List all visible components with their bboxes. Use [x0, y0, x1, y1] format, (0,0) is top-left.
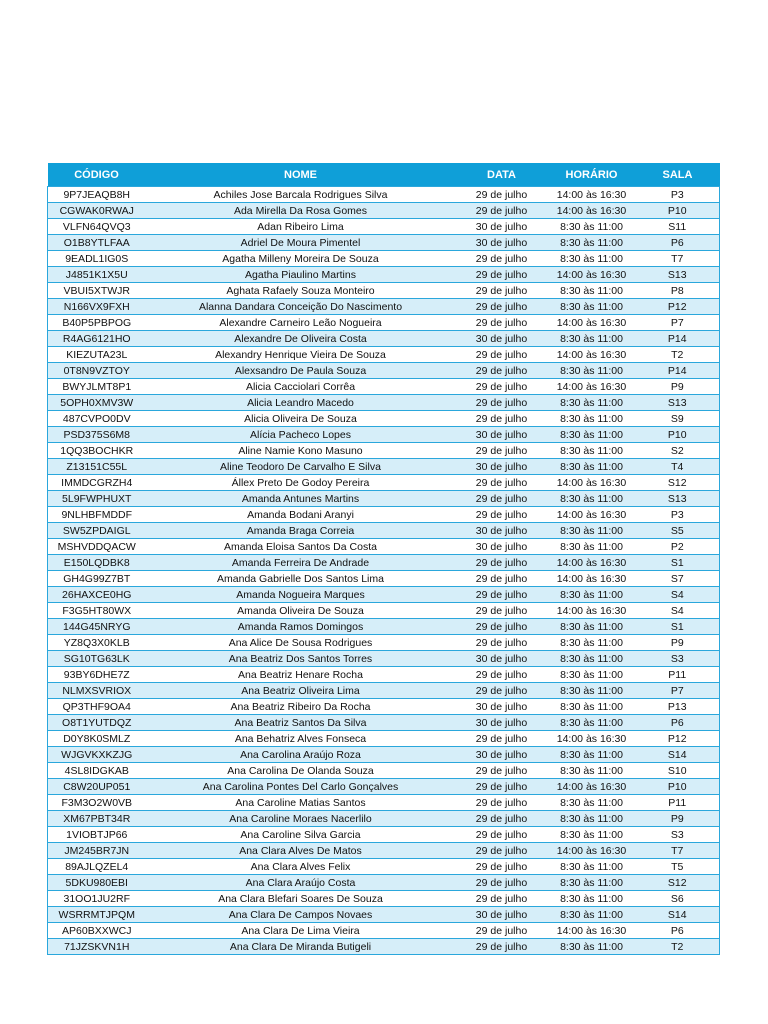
cell-sala: S3 [636, 651, 720, 667]
cell-codigo: VLFN64QVQ3 [48, 219, 146, 235]
cell-data: 29 de julho [456, 827, 548, 843]
cell-nome: Állex Preto De Godoy Pereira [146, 475, 456, 491]
cell-codigo: C8W20UP051 [48, 779, 146, 795]
table-header [48, 163, 720, 187]
table-row [48, 491, 720, 507]
cell-nome: Alexandre Carneiro Leão Nogueira [146, 315, 456, 331]
cell-data: 30 de julho [456, 219, 548, 235]
cell-data: 30 de julho [456, 427, 548, 443]
cell-codigo: JM245BR7JN [48, 843, 146, 859]
column-header-codigo: CÓDIGO [48, 163, 146, 187]
cell-sala: S1 [636, 619, 720, 635]
cell-codigo: 9P7JEAQB8H [48, 187, 146, 203]
cell-codigo: 4SL8IDGKAB [48, 763, 146, 779]
cell-data: 30 de julho [456, 699, 548, 715]
cell-nome: Amanda Ramos Domingos [146, 619, 456, 635]
cell-sala: S14 [636, 907, 720, 923]
cell-data: 30 de julho [456, 235, 548, 251]
table-row [48, 475, 720, 491]
cell-data: 29 de julho [456, 347, 548, 363]
cell-codigo: D0Y8K0SMLZ [48, 731, 146, 747]
cell-sala: P13 [636, 699, 720, 715]
cell-horario: 8:30 às 11:00 [548, 411, 636, 427]
table-row [48, 747, 720, 763]
cell-horario: 8:30 às 11:00 [548, 907, 636, 923]
cell-data: 29 de julho [456, 891, 548, 907]
table-row [48, 539, 720, 555]
table-row [48, 619, 720, 635]
cell-sala: P12 [636, 731, 720, 747]
table-row [48, 459, 720, 475]
cell-horario: 14:00 às 16:30 [548, 843, 636, 859]
cell-nome: Ana Caroline Silva Garcia [146, 827, 456, 843]
cell-data: 29 de julho [456, 571, 548, 587]
cell-codigo: WJGVKXKZJG [48, 747, 146, 763]
cell-data: 29 de julho [456, 587, 548, 603]
cell-sala: P6 [636, 235, 720, 251]
table-row [48, 907, 720, 923]
cell-nome: Ana Alice De Sousa Rodrigues [146, 635, 456, 651]
table-row [48, 187, 720, 203]
cell-horario: 8:30 às 11:00 [548, 619, 636, 635]
cell-sala: S4 [636, 603, 720, 619]
cell-nome: Ana Beatriz Oliveira Lima [146, 683, 456, 699]
column-header-data: DATA [456, 163, 548, 187]
column-header-nome: NOME [146, 163, 456, 187]
cell-horario: 8:30 às 11:00 [548, 459, 636, 475]
table-row [48, 555, 720, 571]
cell-horario: 14:00 às 16:30 [548, 555, 636, 571]
table-row [48, 363, 720, 379]
cell-codigo: J4851K1X5U [48, 267, 146, 283]
table-row [48, 603, 720, 619]
cell-data: 30 de julho [456, 523, 548, 539]
cell-horario: 14:00 às 16:30 [548, 923, 636, 939]
cell-codigo: 5L9FWPHUXT [48, 491, 146, 507]
cell-horario: 8:30 às 11:00 [548, 859, 636, 875]
cell-nome: Ana Caroline Moraes Nacerlilo [146, 811, 456, 827]
cell-horario: 8:30 às 11:00 [548, 667, 636, 683]
cell-data: 29 de julho [456, 923, 548, 939]
cell-codigo: CGWAK0RWAJ [48, 203, 146, 219]
table-row [48, 251, 720, 267]
cell-data: 29 de julho [456, 603, 548, 619]
cell-nome: Amanda Gabrielle Dos Santos Lima [146, 571, 456, 587]
table-row [48, 635, 720, 651]
cell-horario: 8:30 às 11:00 [548, 795, 636, 811]
cell-codigo: 5DKU980EBI [48, 875, 146, 891]
cell-codigo: 93BY6DHE7Z [48, 667, 146, 683]
table-row [48, 875, 720, 891]
cell-sala: S11 [636, 219, 720, 235]
cell-horario: 14:00 às 16:30 [548, 187, 636, 203]
cell-horario: 8:30 às 11:00 [548, 891, 636, 907]
cell-codigo: AP60BXXWCJ [48, 923, 146, 939]
cell-nome: Adriel De Moura Pimentel [146, 235, 456, 251]
cell-horario: 8:30 às 11:00 [548, 443, 636, 459]
table-row [48, 315, 720, 331]
cell-horario: 14:00 às 16:30 [548, 571, 636, 587]
table-row [48, 203, 720, 219]
cell-nome: Ana Beatriz Dos Santos Torres [146, 651, 456, 667]
cell-nome: Amanda Eloisa Santos Da Costa [146, 539, 456, 555]
cell-nome: Amanda Bodani Aranyi [146, 507, 456, 523]
cell-sala: T7 [636, 251, 720, 267]
cell-nome: Ana Clara De Campos Novaes [146, 907, 456, 923]
cell-codigo: NLMXSVRIOX [48, 683, 146, 699]
cell-sala: T2 [636, 347, 720, 363]
cell-nome: Ada Mirella Da Rosa Gomes [146, 203, 456, 219]
cell-codigo: 1VIOBTJP66 [48, 827, 146, 843]
table-row [48, 347, 720, 363]
cell-nome: Ana Caroline Matias Santos [146, 795, 456, 811]
cell-horario: 8:30 às 11:00 [548, 283, 636, 299]
cell-nome: Alícia Pacheco Lopes [146, 427, 456, 443]
cell-sala: S1 [636, 555, 720, 571]
cell-horario: 8:30 às 11:00 [548, 683, 636, 699]
cell-data: 30 de julho [456, 907, 548, 923]
cell-data: 29 de julho [456, 299, 548, 315]
cell-horario: 8:30 às 11:00 [548, 491, 636, 507]
cell-nome: Amanda Nogueira Marques [146, 587, 456, 603]
cell-horario: 8:30 às 11:00 [548, 539, 636, 555]
cell-codigo: WSRRMTJPQM [48, 907, 146, 923]
cell-sala: T5 [636, 859, 720, 875]
cell-codigo: O1B8YTLFAA [48, 235, 146, 251]
cell-data: 29 de julho [456, 251, 548, 267]
cell-data: 29 de julho [456, 283, 548, 299]
cell-horario: 8:30 às 11:00 [548, 235, 636, 251]
cell-codigo: 1QQ3BOCHKR [48, 443, 146, 459]
cell-sala: P12 [636, 299, 720, 315]
cell-sala: S2 [636, 443, 720, 459]
cell-sala: P6 [636, 923, 720, 939]
cell-codigo: 487CVPO0DV [48, 411, 146, 427]
cell-horario: 8:30 às 11:00 [548, 827, 636, 843]
cell-nome: Amanda Braga Correia [146, 523, 456, 539]
table-row [48, 507, 720, 523]
table-row [48, 843, 720, 859]
cell-sala: P3 [636, 507, 720, 523]
table-row [48, 331, 720, 347]
cell-data: 29 de julho [456, 939, 548, 955]
table-row [48, 299, 720, 315]
cell-data: 29 de julho [456, 763, 548, 779]
table-row [48, 763, 720, 779]
cell-nome: Ana Beatriz Santos Da Silva [146, 715, 456, 731]
cell-data: 29 de julho [456, 507, 548, 523]
cell-sala: S12 [636, 875, 720, 891]
cell-nome: Aghata Rafaely Souza Monteiro [146, 283, 456, 299]
cell-data: 30 de julho [456, 459, 548, 475]
cell-data: 29 de julho [456, 635, 548, 651]
cell-codigo: O8T1YUTDQZ [48, 715, 146, 731]
table-row [48, 683, 720, 699]
table-row [48, 235, 720, 251]
cell-sala: P10 [636, 427, 720, 443]
cell-codigo: KIEZUTA23L [48, 347, 146, 363]
cell-codigo: PSD375S6M8 [48, 427, 146, 443]
cell-sala: P14 [636, 363, 720, 379]
cell-data: 29 de julho [456, 731, 548, 747]
cell-nome: Ana Beatriz Henare Rocha [146, 667, 456, 683]
cell-horario: 14:00 às 16:30 [548, 779, 636, 795]
cell-horario: 8:30 às 11:00 [548, 939, 636, 955]
cell-codigo: 89AJLQZEL4 [48, 859, 146, 875]
cell-horario: 14:00 às 16:30 [548, 379, 636, 395]
cell-nome: Ana Behatriz Alves Fonseca [146, 731, 456, 747]
cell-nome: Aline Teodoro De Carvalho E Silva [146, 459, 456, 475]
cell-data: 29 de julho [456, 411, 548, 427]
cell-codigo: YZ8Q3X0KLB [48, 635, 146, 651]
cell-sala: P9 [636, 635, 720, 651]
cell-nome: Ana Carolina Araújo Roza [146, 747, 456, 763]
cell-codigo: VBUI5XTWJR [48, 283, 146, 299]
cell-data: 29 de julho [456, 843, 548, 859]
cell-codigo: E150LQDBK8 [48, 555, 146, 571]
cell-horario: 8:30 às 11:00 [548, 715, 636, 731]
cell-data: 29 de julho [456, 491, 548, 507]
cell-data: 29 de julho [456, 267, 548, 283]
table-row [48, 443, 720, 459]
cell-data: 29 de julho [456, 859, 548, 875]
cell-nome: Alexandre De Oliveira Costa [146, 331, 456, 347]
table-row [48, 811, 720, 827]
cell-data: 29 de julho [456, 187, 548, 203]
cell-nome: Alicia Leandro Macedo [146, 395, 456, 411]
cell-codigo: IMMDCGRZH4 [48, 475, 146, 491]
cell-nome: Alicia Cacciolari Corrêa [146, 379, 456, 395]
cell-sala: S9 [636, 411, 720, 427]
cell-horario: 8:30 às 11:00 [548, 587, 636, 603]
column-header-horario: HORÁRIO [548, 163, 636, 187]
cell-nome: Achiles Jose Barcala Rodrigues Silva [146, 187, 456, 203]
cell-horario: 8:30 às 11:00 [548, 763, 636, 779]
cell-horario: 8:30 às 11:00 [548, 747, 636, 763]
cell-sala: S5 [636, 523, 720, 539]
table-row [48, 715, 720, 731]
cell-horario: 14:00 às 16:30 [548, 315, 636, 331]
cell-sala: S10 [636, 763, 720, 779]
table-row [48, 939, 720, 955]
cell-codigo: 26HAXCE0HG [48, 587, 146, 603]
cell-data: 30 de julho [456, 747, 548, 763]
cell-horario: 8:30 às 11:00 [548, 811, 636, 827]
table-row [48, 283, 720, 299]
table-row [48, 411, 720, 427]
cell-horario: 8:30 às 11:00 [548, 299, 636, 315]
cell-horario: 14:00 às 16:30 [548, 267, 636, 283]
table-row [48, 523, 720, 539]
cell-nome: Alexsandro De Paula Souza [146, 363, 456, 379]
cell-codigo: 0T8N9VZTOY [48, 363, 146, 379]
cell-codigo: SG10TG63LK [48, 651, 146, 667]
cell-sala: P7 [636, 683, 720, 699]
cell-sala: T7 [636, 843, 720, 859]
cell-sala: T4 [636, 459, 720, 475]
cell-horario: 8:30 às 11:00 [548, 427, 636, 443]
cell-horario: 8:30 às 11:00 [548, 395, 636, 411]
cell-sala: P10 [636, 779, 720, 795]
cell-data: 29 de julho [456, 443, 548, 459]
cell-codigo: 9EADL1IG0S [48, 251, 146, 267]
table-row [48, 379, 720, 395]
table-row [48, 827, 720, 843]
column-header-sala: SALA [636, 163, 720, 187]
cell-sala: P14 [636, 331, 720, 347]
table-body [48, 187, 720, 955]
cell-codigo: 5OPH0XMV3W [48, 395, 146, 411]
cell-data: 29 de julho [456, 555, 548, 571]
cell-codigo: XM67PBT34R [48, 811, 146, 827]
cell-sala: P3 [636, 187, 720, 203]
cell-codigo: F3M3O2W0VB [48, 795, 146, 811]
cell-nome: Ana Carolina De Olanda Souza [146, 763, 456, 779]
cell-nome: Agatha Milleny Moreira De Souza [146, 251, 456, 267]
table-row [48, 859, 720, 875]
table-row [48, 571, 720, 587]
cell-nome: Ana Clara Alves De Matos [146, 843, 456, 859]
table-row [48, 395, 720, 411]
cell-codigo: 71JZSKVN1H [48, 939, 146, 955]
cell-nome: Ana Carolina Pontes Del Carlo Gonçalves [146, 779, 456, 795]
cell-sala: S6 [636, 891, 720, 907]
cell-nome: Ana Clara De Miranda Butigeli [146, 939, 456, 955]
cell-sala: S13 [636, 491, 720, 507]
cell-data: 29 de julho [456, 779, 548, 795]
cell-codigo: 9NLHBFMDDF [48, 507, 146, 523]
table-row [48, 219, 720, 235]
cell-data: 29 de julho [456, 395, 548, 411]
cell-data: 30 de julho [456, 331, 548, 347]
cell-data: 30 de julho [456, 651, 548, 667]
table-row [48, 779, 720, 795]
cell-nome: Amanda Antunes Martins [146, 491, 456, 507]
cell-sala: S3 [636, 827, 720, 843]
cell-sala: S13 [636, 395, 720, 411]
cell-data: 29 de julho [456, 683, 548, 699]
table-row [48, 891, 720, 907]
cell-data: 30 de julho [456, 715, 548, 731]
cell-codigo: F3G5HT80WX [48, 603, 146, 619]
cell-data: 29 de julho [456, 363, 548, 379]
cell-data: 30 de julho [456, 539, 548, 555]
cell-codigo: B40P5PBPOG [48, 315, 146, 331]
cell-data: 29 de julho [456, 811, 548, 827]
cell-codigo: BWYJLMT8P1 [48, 379, 146, 395]
cell-sala: S7 [636, 571, 720, 587]
cell-nome: Amanda Oliveira De Souza [146, 603, 456, 619]
cell-horario: 14:00 às 16:30 [548, 507, 636, 523]
cell-horario: 14:00 às 16:30 [548, 347, 636, 363]
cell-codigo: 144G45NRYG [48, 619, 146, 635]
cell-horario: 8:30 às 11:00 [548, 699, 636, 715]
cell-nome: Adan Ribeiro Lima [146, 219, 456, 235]
cell-nome: Ana Clara De Lima Vieira [146, 923, 456, 939]
cell-codigo: QP3THF9OA4 [48, 699, 146, 715]
cell-horario: 14:00 às 16:30 [548, 203, 636, 219]
cell-sala: S13 [636, 267, 720, 283]
cell-nome: Ana Clara Araújo Costa [146, 875, 456, 891]
cell-data: 29 de julho [456, 875, 548, 891]
cell-horario: 8:30 às 11:00 [548, 219, 636, 235]
cell-sala: P9 [636, 811, 720, 827]
table-row [48, 651, 720, 667]
cell-sala: P7 [636, 315, 720, 331]
cell-sala: P10 [636, 203, 720, 219]
cell-horario: 8:30 às 11:00 [548, 331, 636, 347]
cell-sala: T2 [636, 939, 720, 955]
cell-data: 29 de julho [456, 315, 548, 331]
table-row [48, 587, 720, 603]
cell-sala: S14 [636, 747, 720, 763]
cell-sala: P6 [636, 715, 720, 731]
cell-codigo: N166VX9FXH [48, 299, 146, 315]
cell-horario: 8:30 às 11:00 [548, 635, 636, 651]
cell-sala: S4 [636, 587, 720, 603]
cell-data: 29 de julho [456, 379, 548, 395]
cell-nome: Amanda Ferreira De Andrade [146, 555, 456, 571]
table-row [48, 667, 720, 683]
cell-nome: Alexandry Henrique Vieira De Souza [146, 347, 456, 363]
cell-horario: 8:30 às 11:00 [548, 875, 636, 891]
cell-sala: S12 [636, 475, 720, 491]
cell-sala: P2 [636, 539, 720, 555]
cell-nome: Aline Namie Kono Masuno [146, 443, 456, 459]
cell-data: 29 de julho [456, 475, 548, 491]
table-row [48, 795, 720, 811]
cell-codigo: Z13151C55L [48, 459, 146, 475]
cell-nome: Alanna Dandara Conceição Do Nascimento [146, 299, 456, 315]
cell-horario: 8:30 às 11:00 [548, 251, 636, 267]
table-row [48, 923, 720, 939]
cell-data: 29 de julho [456, 203, 548, 219]
cell-horario: 14:00 às 16:30 [548, 731, 636, 747]
cell-codigo: MSHVDDQACW [48, 539, 146, 555]
table-row [48, 267, 720, 283]
cell-codigo: R4AG6121HO [48, 331, 146, 347]
table-row [48, 427, 720, 443]
cell-horario: 8:30 às 11:00 [548, 523, 636, 539]
cell-codigo: SW5ZPDAIGL [48, 523, 146, 539]
header-row [48, 163, 720, 187]
cell-nome: Ana Clara Blefari Soares De Souza [146, 891, 456, 907]
cell-nome: Ana Beatriz Ribeiro Da Rocha [146, 699, 456, 715]
cell-sala: P11 [636, 795, 720, 811]
cell-data: 29 de julho [456, 795, 548, 811]
cell-horario: 14:00 às 16:30 [548, 475, 636, 491]
cell-sala: P11 [636, 667, 720, 683]
cell-nome: Alicia Oliveira De Souza [146, 411, 456, 427]
cell-data: 29 de julho [456, 667, 548, 683]
cell-nome: Agatha Piaulino Martins [146, 267, 456, 283]
cell-codigo: GH4G99Z7BT [48, 571, 146, 587]
cell-nome: Ana Clara Alves Felix [146, 859, 456, 875]
cell-codigo: 31OO1JU2RF [48, 891, 146, 907]
schedule-table [47, 163, 720, 955]
cell-sala: P9 [636, 379, 720, 395]
cell-horario: 14:00 às 16:30 [548, 603, 636, 619]
cell-horario: 8:30 às 11:00 [548, 651, 636, 667]
cell-data: 29 de julho [456, 619, 548, 635]
table-row [48, 731, 720, 747]
table-row [48, 699, 720, 715]
cell-horario: 8:30 às 11:00 [548, 363, 636, 379]
cell-sala: P8 [636, 283, 720, 299]
